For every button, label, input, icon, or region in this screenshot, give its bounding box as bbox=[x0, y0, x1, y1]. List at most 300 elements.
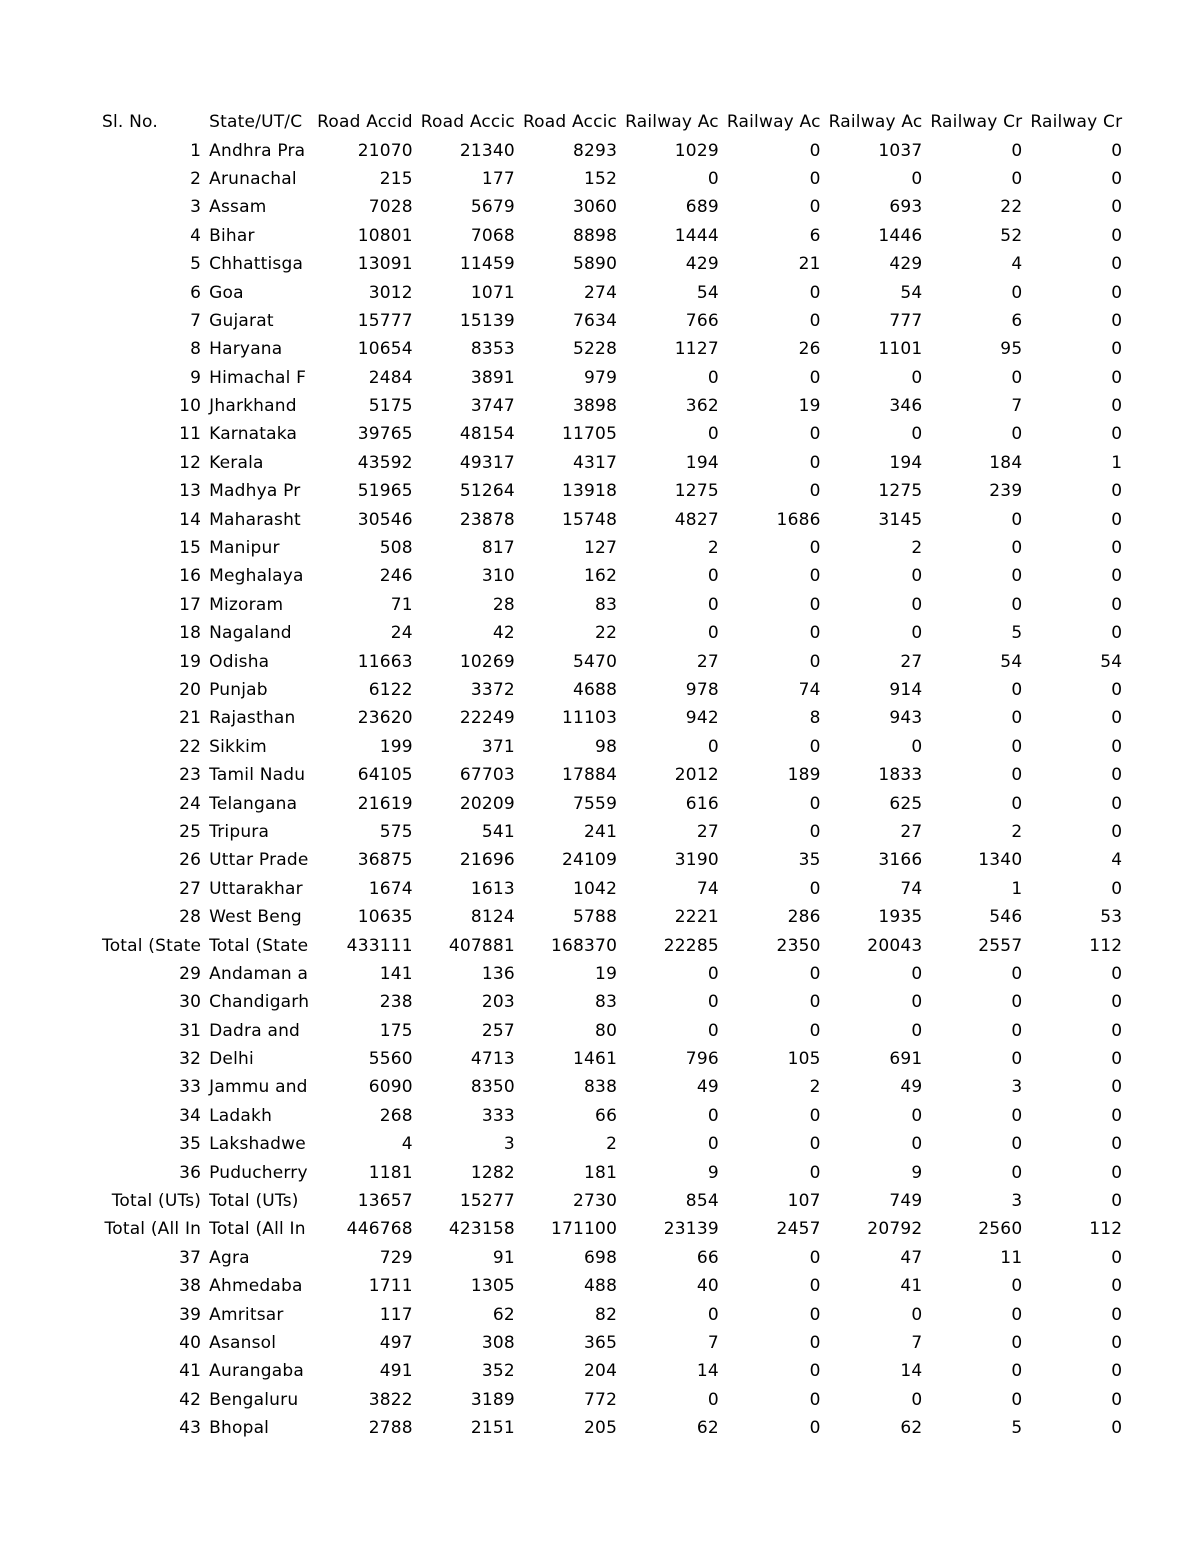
value-cell: 0 bbox=[1011, 509, 1023, 530]
value-cell: 0 bbox=[1011, 282, 1023, 303]
value-cell: 1444 bbox=[674, 225, 719, 246]
value-cell: 1340 bbox=[978, 850, 1023, 871]
value-cell: 5890 bbox=[573, 254, 618, 275]
value-cell: 91 bbox=[492, 1247, 515, 1268]
value-cell: 0 bbox=[1011, 963, 1023, 984]
name-cell: Mizoram bbox=[209, 594, 284, 615]
value-cell: 0 bbox=[707, 1304, 719, 1325]
serial-cell: 2 bbox=[190, 168, 202, 189]
value-cell: 95 bbox=[1000, 339, 1023, 360]
value-cell: 28 bbox=[492, 594, 515, 615]
value-cell: 10801 bbox=[357, 225, 413, 246]
value-cell: 508 bbox=[379, 538, 413, 559]
value-cell: 215 bbox=[379, 168, 413, 189]
value-cell: 20209 bbox=[459, 793, 515, 814]
value-cell: 49317 bbox=[459, 452, 515, 473]
value-cell: 30546 bbox=[357, 509, 413, 530]
value-cell: 43592 bbox=[357, 452, 413, 473]
value-cell: 47 bbox=[900, 1247, 923, 1268]
value-cell: 346 bbox=[889, 396, 923, 417]
value-cell: 194 bbox=[889, 452, 923, 473]
table-row bbox=[98, 193, 1126, 221]
value-cell: 1101 bbox=[878, 339, 923, 360]
value-cell: 286 bbox=[787, 907, 821, 928]
value-cell: 1071 bbox=[470, 282, 515, 303]
name-cell: Haryana bbox=[209, 339, 283, 360]
table-row bbox=[98, 903, 1126, 931]
value-cell: 0 bbox=[1011, 1332, 1023, 1353]
value-cell: 2484 bbox=[368, 367, 413, 388]
value-cell: 8293 bbox=[573, 140, 618, 161]
table-row bbox=[98, 392, 1126, 420]
value-cell: 0 bbox=[1011, 424, 1023, 445]
table-row bbox=[98, 505, 1126, 533]
value-cell: 0 bbox=[1011, 566, 1023, 587]
value-cell: 26 bbox=[798, 339, 821, 360]
value-cell: 0 bbox=[809, 168, 821, 189]
name-cell: Tamil Nadu bbox=[209, 765, 306, 786]
value-cell: 0 bbox=[809, 424, 821, 445]
value-cell: 0 bbox=[1111, 197, 1123, 218]
col-header: Road Accid bbox=[317, 112, 413, 133]
name-cell: Meghalaya bbox=[209, 566, 304, 587]
serial-cell: 28 bbox=[179, 907, 202, 928]
col-header: Sl. No. bbox=[102, 112, 158, 133]
value-cell: 698 bbox=[584, 1247, 618, 1268]
value-cell: 0 bbox=[809, 1276, 821, 1297]
table-row bbox=[98, 278, 1126, 306]
header-row bbox=[98, 108, 1126, 136]
serial-cell: 1 bbox=[190, 140, 202, 161]
value-cell: 0 bbox=[1111, 424, 1123, 445]
value-cell: 2 bbox=[911, 538, 923, 559]
value-cell: 0 bbox=[1111, 140, 1123, 161]
value-cell: 0 bbox=[911, 594, 923, 615]
table-row bbox=[98, 1357, 1126, 1385]
value-cell: 10635 bbox=[357, 907, 413, 928]
value-cell: 181 bbox=[584, 1162, 618, 1183]
value-cell: 7 bbox=[911, 1332, 923, 1353]
value-cell: 0 bbox=[809, 651, 821, 672]
value-cell: 1711 bbox=[368, 1276, 413, 1297]
value-cell: 62 bbox=[492, 1304, 515, 1325]
value-cell: 0 bbox=[1011, 708, 1023, 729]
value-cell: 24 bbox=[390, 623, 413, 644]
spreadsheet-table bbox=[98, 108, 1126, 1442]
value-cell: 2 bbox=[1011, 821, 1023, 842]
serial-cell: 11 bbox=[179, 424, 202, 445]
serial-cell: 39 bbox=[179, 1304, 202, 1325]
value-cell: 22 bbox=[595, 623, 618, 644]
value-cell: 0 bbox=[1111, 566, 1123, 587]
value-cell: 2012 bbox=[674, 765, 719, 786]
serial-cell: 34 bbox=[179, 1105, 202, 1126]
name-cell: Karnataka bbox=[209, 424, 298, 445]
value-cell: 0 bbox=[911, 1020, 923, 1041]
value-cell: 407881 bbox=[448, 935, 515, 956]
value-cell: 2457 bbox=[776, 1219, 821, 1240]
value-cell: 488 bbox=[584, 1276, 618, 1297]
value-cell: 5228 bbox=[573, 339, 618, 360]
value-cell: 0 bbox=[1011, 1389, 1023, 1410]
name-cell: Lakshadwe bbox=[209, 1134, 306, 1155]
col-header: Railway Cr bbox=[1030, 112, 1123, 133]
value-cell: 98 bbox=[595, 736, 618, 757]
serial-cell: 16 bbox=[179, 566, 202, 587]
name-cell: West Beng bbox=[209, 907, 302, 928]
value-cell: 23620 bbox=[357, 708, 413, 729]
serial-cell: 9 bbox=[190, 367, 202, 388]
name-cell: Asansol bbox=[209, 1332, 277, 1353]
value-cell: 203 bbox=[481, 992, 515, 1013]
value-cell: 199 bbox=[379, 736, 413, 757]
value-cell: 0 bbox=[1111, 254, 1123, 275]
value-cell: 171100 bbox=[550, 1219, 618, 1240]
value-cell: 3145 bbox=[878, 509, 923, 530]
value-cell: 13091 bbox=[357, 254, 413, 275]
value-cell: 0 bbox=[911, 1105, 923, 1126]
value-cell: 0 bbox=[1011, 594, 1023, 615]
value-cell: 62 bbox=[696, 1418, 719, 1439]
value-cell: 51965 bbox=[357, 481, 413, 502]
value-cell: 74 bbox=[696, 878, 719, 899]
value-cell: 241 bbox=[584, 821, 618, 842]
value-cell: 0 bbox=[911, 168, 923, 189]
value-cell: 20043 bbox=[867, 935, 923, 956]
value-cell: 689 bbox=[685, 197, 719, 218]
value-cell: 3822 bbox=[368, 1389, 413, 1410]
value-cell: 11663 bbox=[357, 651, 413, 672]
value-cell: 112 bbox=[1089, 1219, 1123, 1240]
table-row bbox=[98, 1329, 1126, 1357]
value-cell: 1461 bbox=[573, 1049, 618, 1070]
name-cell: Himachal F bbox=[209, 367, 307, 388]
table-row bbox=[98, 1158, 1126, 1186]
value-cell: 914 bbox=[889, 680, 923, 700]
table-row bbox=[98, 1187, 1126, 1215]
table-row bbox=[98, 960, 1126, 988]
value-cell: 0 bbox=[707, 168, 719, 189]
value-cell: 64105 bbox=[357, 765, 413, 786]
value-cell: 0 bbox=[1111, 1191, 1123, 1212]
name-cell: Amritsar bbox=[209, 1304, 284, 1325]
value-cell: 268 bbox=[379, 1105, 413, 1126]
value-cell: 5679 bbox=[470, 197, 515, 218]
value-cell: 0 bbox=[809, 1389, 821, 1410]
value-cell: 20792 bbox=[867, 1219, 923, 1240]
value-cell: 2 bbox=[606, 1134, 618, 1155]
value-cell: 0 bbox=[1111, 623, 1123, 644]
value-cell: 693 bbox=[889, 197, 923, 218]
value-cell: 0 bbox=[809, 878, 821, 899]
serial-cell: 5 bbox=[190, 254, 202, 275]
value-cell: 0 bbox=[1111, 594, 1123, 615]
table-row bbox=[98, 136, 1126, 164]
table-row bbox=[98, 818, 1126, 846]
value-cell: 22 bbox=[1000, 197, 1023, 218]
value-cell: 0 bbox=[911, 1304, 923, 1325]
serial-cell: 12 bbox=[179, 452, 202, 473]
value-cell: 3898 bbox=[573, 396, 618, 417]
value-cell: 15139 bbox=[459, 310, 515, 331]
value-cell: 162 bbox=[584, 566, 618, 587]
name-cell: Andhra Pra bbox=[209, 140, 306, 161]
value-cell: 3747 bbox=[470, 396, 515, 417]
value-cell: 238 bbox=[379, 992, 413, 1013]
table-row bbox=[98, 449, 1126, 477]
value-cell: 749 bbox=[889, 1191, 923, 1212]
value-cell: 838 bbox=[584, 1077, 618, 1098]
value-cell: 5 bbox=[1011, 1418, 1023, 1439]
value-cell: 205 bbox=[584, 1418, 618, 1439]
value-cell: 27 bbox=[900, 651, 923, 672]
value-cell: 3060 bbox=[573, 197, 618, 218]
value-cell: 429 bbox=[685, 254, 719, 275]
value-cell: 0 bbox=[911, 367, 923, 388]
serial-cell: 7 bbox=[190, 310, 202, 331]
value-cell: 308 bbox=[481, 1332, 515, 1353]
value-cell: 152 bbox=[584, 168, 618, 189]
col-header: Road Accic bbox=[420, 112, 515, 133]
value-cell: 204 bbox=[584, 1361, 618, 1382]
value-cell: 371 bbox=[481, 736, 515, 757]
value-cell: 942 bbox=[685, 708, 719, 729]
value-cell: 246 bbox=[379, 566, 413, 587]
value-cell: 257 bbox=[481, 1020, 515, 1041]
col-header: Railway Ac bbox=[828, 112, 923, 133]
value-cell: 0 bbox=[911, 1389, 923, 1410]
value-cell: 2350 bbox=[776, 935, 821, 956]
value-cell: 7559 bbox=[573, 793, 618, 814]
name-cell: Assam bbox=[209, 197, 267, 218]
value-cell: 117 bbox=[379, 1304, 413, 1325]
value-cell: 48154 bbox=[459, 424, 515, 445]
value-cell: 0 bbox=[707, 963, 719, 984]
serial-cell: 20 bbox=[179, 680, 202, 700]
value-cell: 2151 bbox=[470, 1418, 515, 1439]
value-cell: 27 bbox=[900, 821, 923, 842]
value-cell: 0 bbox=[1011, 1020, 1023, 1041]
value-cell: 0 bbox=[1111, 1361, 1123, 1382]
name-cell: Chhattisga bbox=[209, 254, 304, 275]
value-cell: 0 bbox=[707, 424, 719, 445]
value-cell: 1674 bbox=[368, 878, 413, 899]
value-cell: 365 bbox=[584, 1332, 618, 1353]
value-cell: 2560 bbox=[978, 1219, 1023, 1240]
value-cell: 141 bbox=[379, 963, 413, 984]
value-cell: 177 bbox=[481, 168, 515, 189]
serial-cell: 21 bbox=[179, 708, 202, 729]
value-cell: 27 bbox=[696, 821, 719, 842]
serial-cell: 25 bbox=[179, 821, 202, 842]
value-cell: 0 bbox=[1011, 538, 1023, 559]
table-row bbox=[98, 789, 1126, 817]
value-cell: 3891 bbox=[470, 367, 515, 388]
value-cell: 4688 bbox=[573, 680, 618, 700]
value-cell: 943 bbox=[889, 708, 923, 729]
value-cell: 691 bbox=[889, 1049, 923, 1070]
value-cell: 1181 bbox=[368, 1162, 413, 1183]
value-cell: 19 bbox=[595, 963, 618, 984]
value-cell: 0 bbox=[1111, 793, 1123, 814]
value-cell: 979 bbox=[584, 367, 618, 388]
serial-cell: 37 bbox=[179, 1247, 202, 1268]
value-cell: 6122 bbox=[368, 680, 413, 700]
value-cell: 4827 bbox=[674, 509, 719, 530]
value-cell: 15277 bbox=[459, 1191, 515, 1212]
value-cell: 541 bbox=[481, 821, 515, 842]
value-cell: 0 bbox=[1111, 1049, 1123, 1070]
serial-cell: Total (State bbox=[102, 935, 202, 956]
value-cell: 11 bbox=[1000, 1247, 1023, 1268]
value-cell: 0 bbox=[1111, 1077, 1123, 1098]
value-cell: 36875 bbox=[357, 850, 413, 871]
value-cell: 52 bbox=[1000, 225, 1023, 246]
value-cell: 625 bbox=[889, 793, 923, 814]
table-row bbox=[98, 1130, 1126, 1158]
value-cell: 3189 bbox=[470, 1389, 515, 1410]
value-cell: 40 bbox=[696, 1276, 719, 1297]
value-cell: 1282 bbox=[470, 1162, 515, 1183]
value-cell: 1305 bbox=[470, 1276, 515, 1297]
name-cell: Telangana bbox=[209, 793, 298, 814]
value-cell: 67703 bbox=[459, 765, 515, 786]
value-cell: 772 bbox=[584, 1389, 618, 1410]
name-cell: Bihar bbox=[209, 225, 255, 246]
value-cell: 0 bbox=[707, 566, 719, 587]
table-row bbox=[98, 1045, 1126, 1073]
value-cell: 429 bbox=[889, 254, 923, 275]
value-cell: 1 bbox=[1111, 452, 1123, 473]
serial-cell: 10 bbox=[179, 396, 202, 417]
value-cell: 49 bbox=[900, 1077, 923, 1098]
value-cell: 1686 bbox=[776, 509, 821, 530]
value-cell: 0 bbox=[1111, 1020, 1123, 1041]
value-cell: 616 bbox=[685, 793, 719, 814]
value-cell: 4 bbox=[1011, 254, 1023, 275]
value-cell: 0 bbox=[809, 1134, 821, 1155]
value-cell: 105 bbox=[787, 1049, 821, 1070]
name-cell: Agra bbox=[209, 1247, 250, 1268]
value-cell: 0 bbox=[1011, 1162, 1023, 1183]
table-row bbox=[98, 1300, 1126, 1328]
value-cell: 4713 bbox=[470, 1049, 515, 1070]
value-cell: 13657 bbox=[357, 1191, 413, 1212]
value-cell: 978 bbox=[685, 680, 719, 700]
table-row bbox=[98, 307, 1126, 335]
value-cell: 11459 bbox=[459, 254, 515, 275]
value-cell: 2788 bbox=[368, 1418, 413, 1439]
value-cell: 27 bbox=[696, 651, 719, 672]
value-cell: 0 bbox=[1111, 481, 1123, 502]
value-cell: 3012 bbox=[368, 282, 413, 303]
value-cell: 0 bbox=[911, 566, 923, 587]
value-cell: 0 bbox=[1111, 1418, 1123, 1439]
value-cell: 9 bbox=[911, 1162, 923, 1183]
table-row bbox=[98, 733, 1126, 761]
value-cell: 796 bbox=[685, 1049, 719, 1070]
value-cell: 22249 bbox=[459, 708, 515, 729]
name-cell: Goa bbox=[209, 282, 244, 303]
value-cell: 1037 bbox=[878, 140, 923, 161]
table-row bbox=[98, 846, 1126, 874]
serial-cell: 43 bbox=[179, 1418, 202, 1439]
table-row bbox=[98, 1017, 1126, 1045]
value-cell: 21 bbox=[798, 254, 821, 275]
name-cell: Andaman a bbox=[209, 963, 309, 984]
value-cell: 82 bbox=[595, 1304, 618, 1325]
serial-cell: 17 bbox=[179, 594, 202, 615]
serial-cell: 6 bbox=[190, 282, 202, 303]
value-cell: 49 bbox=[696, 1077, 719, 1098]
serial-cell: 42 bbox=[179, 1389, 202, 1410]
value-cell: 433111 bbox=[346, 935, 413, 956]
value-cell: 3372 bbox=[470, 680, 515, 700]
value-cell: 817 bbox=[481, 538, 515, 559]
serial-cell: 30 bbox=[179, 992, 202, 1013]
serial-cell: 27 bbox=[179, 878, 202, 899]
value-cell: 19 bbox=[798, 396, 821, 417]
name-cell: Chandigarh bbox=[209, 992, 310, 1013]
table-row bbox=[98, 165, 1126, 193]
value-cell: 4 bbox=[1111, 850, 1123, 871]
value-cell: 0 bbox=[707, 367, 719, 388]
value-cell: 0 bbox=[911, 992, 923, 1013]
name-cell: Madhya Pr bbox=[209, 481, 301, 502]
value-cell: 0 bbox=[1111, 708, 1123, 729]
serial-cell: 40 bbox=[179, 1332, 202, 1353]
value-cell: 0 bbox=[1011, 992, 1023, 1013]
value-cell: 17884 bbox=[562, 765, 618, 786]
value-cell: 21696 bbox=[459, 850, 515, 871]
value-cell: 0 bbox=[809, 736, 821, 757]
value-cell: 0 bbox=[809, 821, 821, 842]
value-cell: 0 bbox=[1011, 1276, 1023, 1297]
name-cell: Ladakh bbox=[209, 1105, 273, 1126]
value-cell: 8 bbox=[809, 708, 821, 729]
value-cell: 0 bbox=[1111, 1276, 1123, 1297]
value-cell: 7028 bbox=[368, 197, 413, 218]
value-cell: 0 bbox=[809, 594, 821, 615]
value-cell: 5788 bbox=[573, 907, 618, 928]
value-cell: 9 bbox=[707, 1162, 719, 1183]
value-cell: 1935 bbox=[878, 907, 923, 928]
value-cell: 0 bbox=[809, 1105, 821, 1126]
value-cell: 0 bbox=[1111, 225, 1123, 246]
name-cell: Uttar Prade bbox=[209, 850, 309, 871]
name-cell: Dadra and bbox=[209, 1020, 301, 1041]
value-cell: 854 bbox=[685, 1191, 719, 1212]
serial-cell: 18 bbox=[179, 623, 202, 644]
value-cell: 14 bbox=[900, 1361, 923, 1382]
name-cell: Aurangaba bbox=[209, 1361, 304, 1382]
value-cell: 4 bbox=[401, 1134, 413, 1155]
value-cell: 0 bbox=[809, 793, 821, 814]
value-cell: 0 bbox=[809, 963, 821, 984]
name-cell: Puducherry bbox=[209, 1162, 308, 1183]
value-cell: 3 bbox=[1011, 1077, 1023, 1098]
name-cell: Tripura bbox=[209, 821, 270, 842]
value-cell: 7 bbox=[1011, 396, 1023, 417]
value-cell: 0 bbox=[1111, 310, 1123, 331]
value-cell: 1275 bbox=[674, 481, 719, 502]
value-cell: 0 bbox=[809, 1020, 821, 1041]
value-cell: 0 bbox=[809, 481, 821, 502]
value-cell: 3166 bbox=[878, 850, 923, 871]
value-cell: 74 bbox=[798, 680, 821, 700]
value-cell: 5 bbox=[1011, 623, 1023, 644]
value-cell: 423158 bbox=[448, 1219, 515, 1240]
